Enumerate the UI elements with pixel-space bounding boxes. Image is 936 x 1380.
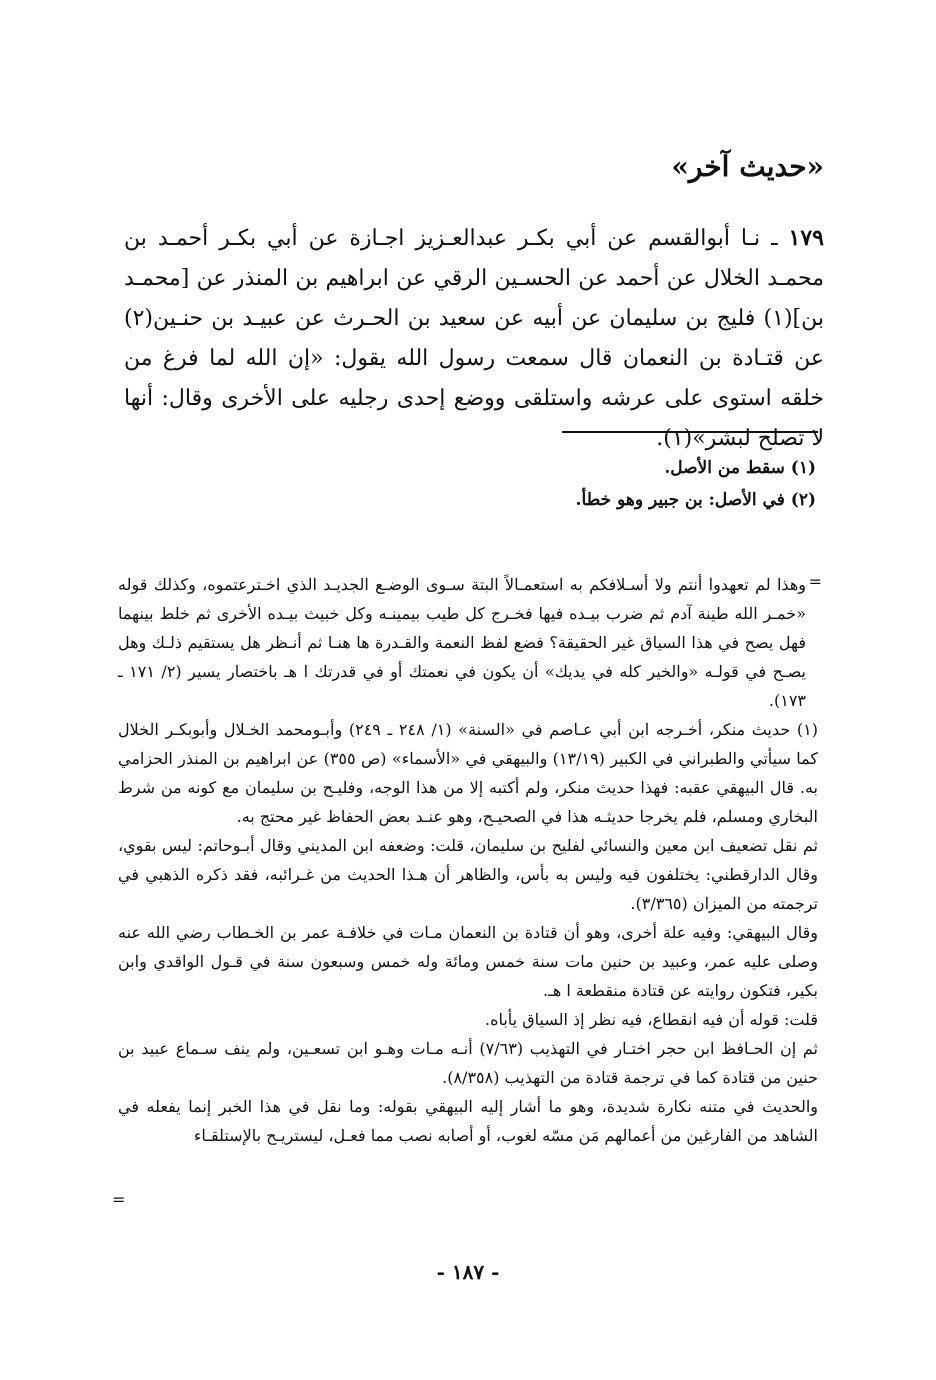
commentary-block [118,570,818,1150]
commentary-paragraph: ثم نقل تضعيف ابن معين والنسائي لفليح بن سليمان، قلت: وضعفه ابن المديني وقال أبـوحاتم: ليس بقوي، وقال الدارقطني: يختلفون فيه وليس به بأس، والظاهر أن هـذا الحديث من غـرائبه، فقد ذكره الذهبي في ترجمته من الميزان (٣/٣٦٥). [118,836,818,913]
commentary-paragraph: (١) حديث منكر، أخـرجه ابن أبي عـاصم في «السنة» (١/ ٢٤٨ ـ ٢٤٩) وأبـومحمد الخـلال وأبوبكـر الخلال كما سيأتي والطبراني في الكبير (١٣/١٩) والبيهقي في «الأسماء» (ص ٣٥٥) عن ابراهيم بن المنذر الحزامي به. قال البيهقي عقبه: فهذا حديث منكر، ولم أكتبه إلا من هذا الوجه، وفليـح بن سليمان مع كونه من شرط البخاري ومسلم، فلم يخرجا حديثـه هذا في الصحيـح، وهو عنـد بعض الحفاظ غير محتج به. [118,720,819,826]
commentary-paragraph: قلت: قوله أن فيه انقطاع، فيه نظر إذ السياق يأباه. [484,1010,818,1029]
commentary-paragraph: وقال البيهقي: وفيه علة أخرى، وهو أن قتادة بن النعمان مـات في خلافـة عمر بن الخـطاب رضي الله عنه وصلى عليه عمر، وعبيد بن حنين مات سنة خمس ومائة وله خمس وسبعون سنة في قـول الواقدي وابن بكير، فتكون روايته عن قتادة منقطعة ا هـ. [118,923,818,1000]
page-number: - ١٨٧ - [436,1260,500,1284]
hadith-paragraph [124,218,824,459]
hadith-body: ـ نـا أبوالقسم عن أبي بكـر عبدالعـزيز اجـازة عن أبي بكـر أحمـد بن محمـد الخلال عن أحمد عن الحسـين الرقي عن ابراهيم بن المنذر عن [محمـد بن](١) فليج بن سليمان عن أبيه عن سعيد بن الحـرث عن عبيـد بن حنـين(٢) عن قتـادة بن النعمان قال سمعت رسول الله يقول: «إن الله لما فرغ من خلقه استوى على عرشه واستلقى ووضع إحدى رجليه على الأخرى وقال: أنها لا تصلح لبشر»(١). [124,226,824,451]
main-footnotes [576,452,816,516]
continuation-end-marker: = [112,1190,126,1209]
hadith-text-block [124,218,824,459]
footnote-2: (٢) في الأصل: بن جبير وهو خطأ. [575,490,816,510]
hadith-number: ١٧٩ [788,225,824,251]
commentary-paragraph: وهذا لم تعهدوا أنتم ولا أسـلافكم به استعمـالاً البتة سـوى الوضـع الجديـد الذي اخـترعتموه، وكذلك قوله «خمـر الله طينة آدم ثم ضرب بيـده فيها فخـرج كل طيب بيمينـه وكل خبيث بيـده الأخرى ثم خلط بينهما فهل يصح في هذا السياق غير الحقيقة؟ فضع لفظ النعمة والقـدرة ها هنـا ثم أنـظر هل يستقيم ذلـك وهل يصـح في قولـه «والخير كله في يديك» أن يكون في نعمتك أو في قدرتك ا هـ باختصار يسير (٢/ ١٧١ ـ ١٧٣). [118,575,807,710]
section-heading: «حديث آخر» [671,150,824,183]
footnote-divider [562,431,818,433]
commentary-paragraph: ثم إن الحـافظ ابن حجر اختـار في التهذيب (٧/٦٣) أنـه مـات وهـو ابن تسعـين، ولم ينف سـماع عبيد بن حنين من قتادة كما في ترجمة قتادة من التهذيب (٨/٣٥٨). [118,1039,818,1087]
continuation-marker: = [808,572,822,591]
commentary-paragraph: والحديث في متنه نكارة شديدة، وهو ما أشار إليه البيهقي بقوله: وما نقل في هذا الخبر إنما يفعله في الشاهد من الفارغين من أعمالهم مَن مسّه لغوب، أو أصابه نصب مما فعـل، ليستريـح بالإستلقـاء [118,1097,818,1145]
footnote-1: (١) سقط من الأصل. [664,458,816,478]
